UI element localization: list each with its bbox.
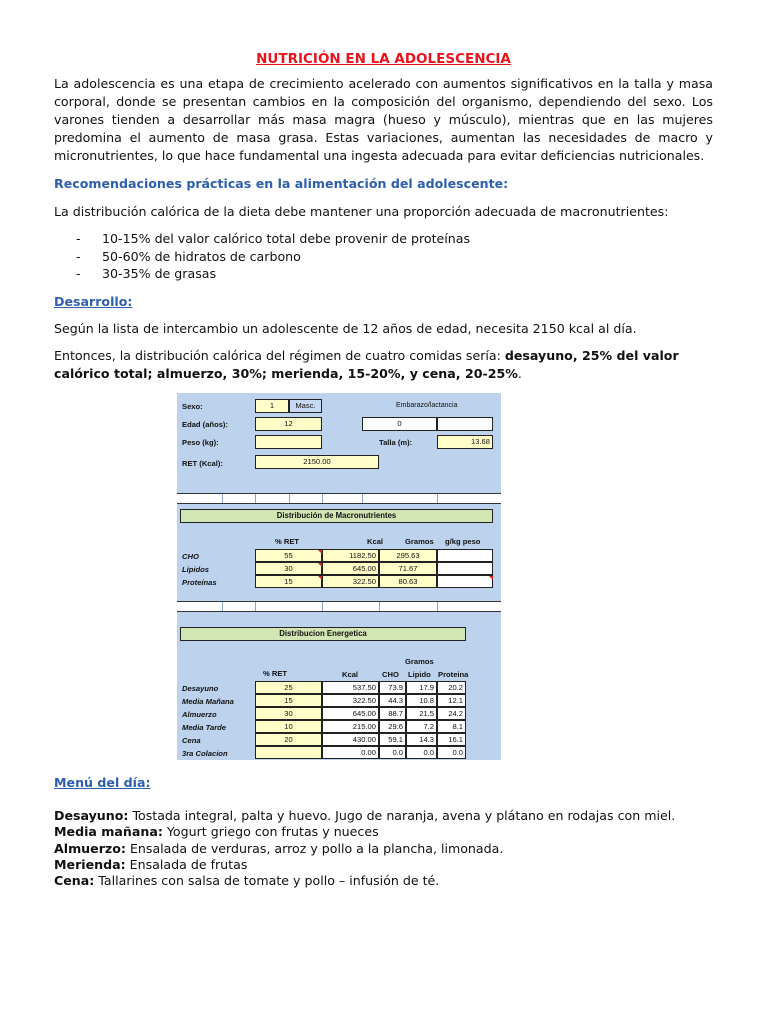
macro-row-label: Lípidos (182, 565, 209, 574)
talla-label: Talla (m): (379, 438, 413, 447)
energy-header-ret: % RET (263, 669, 288, 678)
menu-item-cena: Cena: Tallarines con salsa de tomate y pollo – infusión de té. (54, 873, 440, 889)
energy-gramos-header: Gramos (405, 657, 434, 666)
energy-cell-lipido: 7.2 (406, 720, 437, 733)
grid-line (362, 494, 363, 503)
energy-cell-ret: 10 (255, 720, 322, 733)
energy-row-label: Media Tarde (182, 723, 227, 732)
energy-cell-lipido: 14.3 (406, 733, 437, 746)
grid-line (255, 494, 256, 503)
list-item: - 30-35% de grasas (76, 266, 217, 281)
row-gap (177, 602, 501, 611)
development-paragraph: Según la lista de intercambio un adolescente de 12 años de edad, necesita 2150 kcal al día. (54, 321, 637, 336)
sexo-value: 1 (255, 399, 289, 413)
macro-row-label: Proteínas (182, 578, 217, 587)
daily-menu (54, 808, 675, 889)
energy-cell-kcal: 215.00 (322, 720, 379, 733)
sexo-label: Sexo: (182, 402, 203, 411)
embarazo-label: Embarazo/lactancia (396, 402, 458, 409)
macro-header-ret: % RET (275, 537, 300, 546)
macro-header-gramos: Gramos (405, 537, 434, 546)
list-item: - 50-60% de hidratos de carbono (76, 248, 301, 264)
menu-heading: Menú del día: (54, 775, 151, 790)
energy-cell-proteina: 20.2 (437, 681, 466, 694)
ret-value: 2150.00 (255, 455, 379, 469)
nutrition-spreadsheet (177, 393, 501, 760)
energy-section-title: Distribucion Energetica (180, 627, 466, 641)
energy-row-label: Desayuno (182, 684, 219, 693)
grid-line (437, 602, 438, 611)
energy-header-lipido: Lipido (408, 670, 431, 679)
edad-value: 12 (255, 417, 322, 431)
edad-label: Edad (años): (182, 420, 228, 429)
grid-line (322, 494, 323, 503)
energy-cell-lipido: 10.8 (406, 694, 437, 707)
menu-item-desayuno: Desayuno: Tostada integral, palta y huevo. Jugo de naranja, avena y plátano en rodajas con miel. (54, 808, 676, 823)
grid-line (289, 494, 290, 503)
energy-row-label: 3ra Colacion (182, 749, 228, 758)
macro-header-kcal: Kcal (367, 537, 384, 546)
bullet-marker: - (76, 266, 81, 281)
grid-line (437, 494, 438, 503)
energy-cell-proteina: 8.1 (437, 720, 466, 733)
menu-item-almuerzo: Almuerzo: Ensalada de verduras, arroz y pollo a la plancha, limonada. (54, 840, 504, 856)
divider (177, 503, 501, 504)
page-title: NUTRICIÓN EN LA ADOLESCENCIA (256, 51, 511, 67)
energy-cell-ret: 30 (255, 707, 322, 720)
energy-cell-proteina: 0.0 (437, 746, 466, 759)
macro-cell-kcal: 645.00 (322, 562, 379, 575)
meal-distribution-paragraph: Entonces, la distribución calórica del régimen de cuatro comidas sería: desayuno, 25% del valor calórico total; almuerzo, 30%; merienda, 15-20%, y cena, 20-25%. (54, 348, 679, 381)
row-gap (177, 494, 501, 503)
energy-cell-ret: 15 (255, 694, 322, 707)
grid-line (322, 602, 323, 611)
energy-header-proteina: Proteina (438, 670, 469, 679)
energy-row-label: Cena (182, 736, 201, 745)
energy-cell-proteina: 24.2 (437, 707, 466, 720)
grid-line (255, 602, 256, 611)
energy-cell-cho: 88.7 (379, 707, 406, 720)
energy-cell-ret: 20 (255, 733, 322, 746)
energy-cell-kcal: 430.00 (322, 733, 379, 746)
macronutrient-list (76, 230, 470, 283)
macro-cell-gkg (437, 562, 493, 575)
grid-line (379, 602, 380, 611)
list-item: - 10-15% del valor calórico total debe provenir de proteínas (76, 231, 471, 246)
divider (177, 611, 501, 612)
macro-header-gkg: g/kg peso (445, 537, 481, 546)
recommendations-heading: Recomendaciones prácticas en la alimentación del adolescente: (54, 176, 509, 191)
energy-row-label: Almuerzo (182, 710, 217, 719)
energy-cell-cho: 0.0 (379, 746, 406, 759)
sexo-text: Masc. (289, 399, 322, 413)
energy-row-label: Media Mañana (182, 697, 234, 706)
bullet-marker: - (76, 231, 81, 246)
macro-cell-ret: 55 (255, 549, 322, 562)
embarazo-extra-cell (437, 417, 493, 431)
energy-cell-kcal: 537.50 (322, 681, 379, 694)
energy-cell-lipido: 21.5 (406, 707, 437, 720)
energy-cell-proteina: 16.1 (437, 733, 466, 746)
energy-cell-lipido: 17.9 (406, 681, 437, 694)
energy-cell-kcal: 322.50 (322, 694, 379, 707)
intro-paragraph: La adolescencia es una etapa de crecimiento acelerado con aumentos significativos en la talla y masa corporal, donde se presentan cambios en la composición del organismo, dependiendo del sexo. Los varones tienden a desarrollar más masa magra (hueso y músculo), mientras que en las mujeres predomina el aumento de masa grasa. Estas variaciones, aumentan las necesidades de macro y micronutrientes, lo que hace fundamental una ingesta adecuada para evitar deficiencias nutricionales. (54, 76, 713, 163)
energy-header-cho: CHO (382, 670, 399, 679)
energy-cell-cho: 73.9 (379, 681, 406, 694)
macro-cell-kcal: 322.50 (322, 575, 379, 588)
peso-value (255, 435, 322, 449)
embarazo-value: 0 (362, 417, 437, 431)
macro-cell-ret: 15 (255, 575, 322, 588)
ret-label: RET (Kcal): (182, 459, 223, 468)
macro-cell-gkg (437, 575, 493, 588)
energy-cell-ret (255, 746, 322, 759)
comment-marker (489, 576, 493, 580)
grid-line (222, 494, 223, 503)
energy-cell-kcal: 0.00 (322, 746, 379, 759)
energy-cell-cho: 44.3 (379, 694, 406, 707)
distribution-paragraph: La distribución calórica de la dieta debe mantener una proporción adecuada de macronutrientes: (54, 204, 669, 219)
energy-cell-cho: 29.6 (379, 720, 406, 733)
energy-cell-ret: 25 (255, 681, 322, 694)
macro-cell-gramos: 80.63 (379, 575, 437, 588)
energy-cell-proteina: 12.1 (437, 694, 466, 707)
bullet-marker: - (76, 248, 81, 264)
menu-item-merienda: Merienda: Ensalada de frutas (54, 856, 248, 872)
energy-header-kcal: Kcal (342, 670, 359, 679)
grid-line (222, 602, 223, 611)
macro-section-title: Distribución de Macronutrientes (180, 509, 493, 523)
macro-cell-gramos: 295.63 (379, 549, 437, 562)
development-heading: Desarrollo: (54, 294, 133, 309)
energy-cell-cho: 59.1 (379, 733, 406, 746)
macro-cell-kcal: 1182.50 (322, 549, 379, 562)
talla-value: 13.68 (437, 435, 493, 449)
energy-cell-kcal: 645.00 (322, 707, 379, 720)
macro-row-label: CHO (182, 552, 199, 561)
peso-label: Peso (kg): (182, 438, 219, 447)
macro-cell-ret: 30 (255, 562, 322, 575)
macro-cell-gramos: 71.67 (379, 562, 437, 575)
energy-cell-lipido: 0.0 (406, 746, 437, 759)
macro-cell-gkg (437, 549, 493, 562)
menu-item-media-manana: Media mañana: Yogurt griego con frutas y nueces (54, 824, 379, 840)
